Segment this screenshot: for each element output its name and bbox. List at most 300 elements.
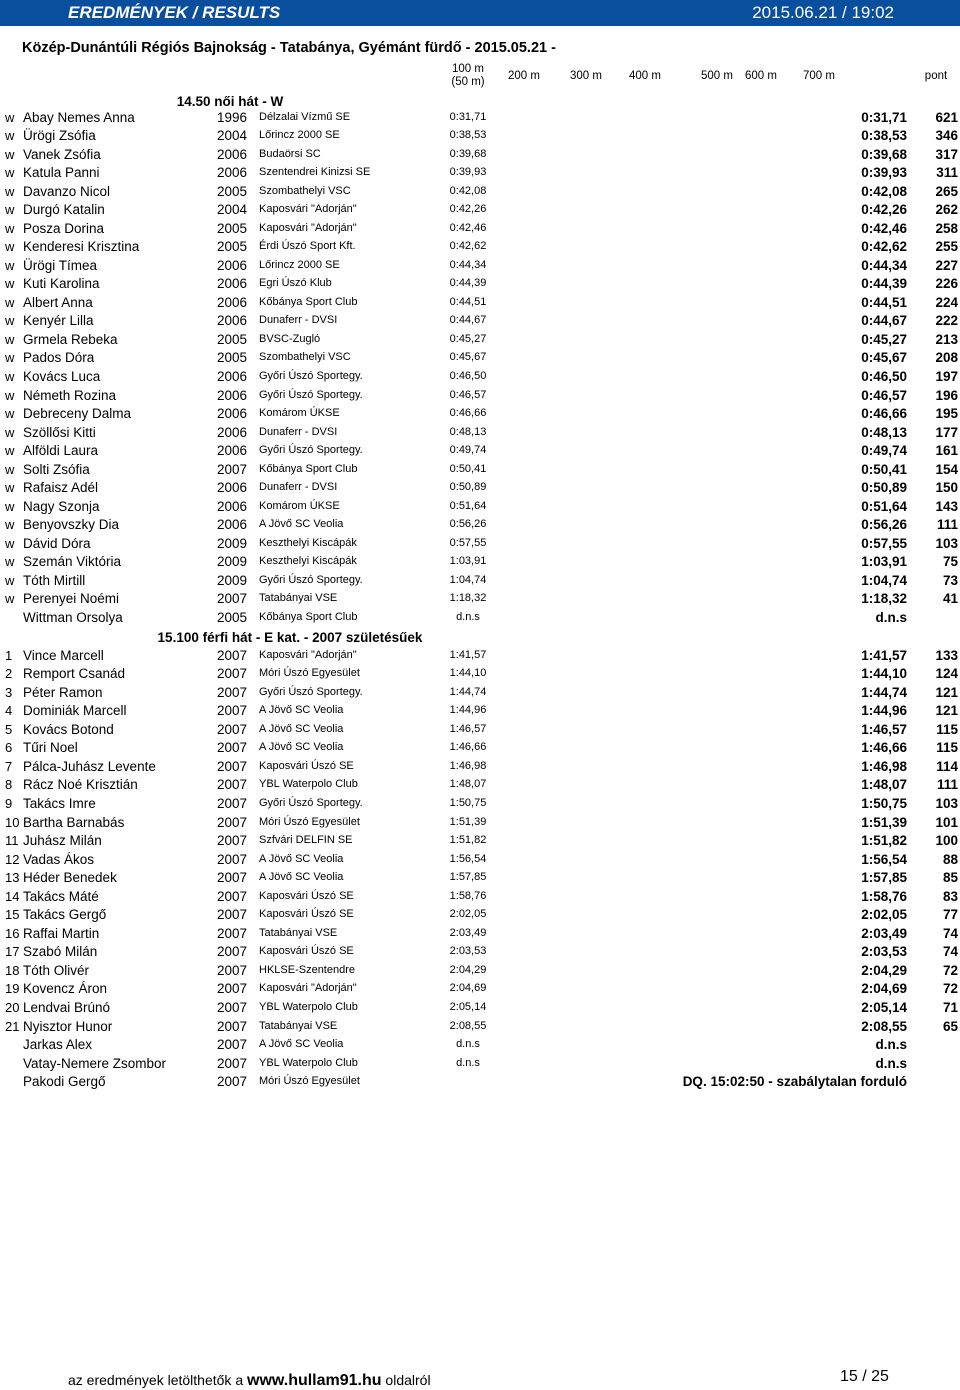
swimmer-name: Kenderesi Krisztina (23, 239, 140, 255)
split-100m: 0:42,08 (449, 184, 487, 197)
split-100m: 1:44,96 (449, 704, 487, 717)
points: 115 (936, 740, 958, 756)
club-name: A Jövő SC Veolia (259, 871, 344, 884)
table-row (0, 852, 960, 871)
birth-year: 2007 (217, 758, 248, 774)
split-100m: 0:42,26 (449, 203, 487, 216)
club-name: Keszthelyi Kiscápák (259, 555, 357, 568)
club-name: Győri Úszó Sportegy. (259, 573, 363, 586)
swimmer-name: Kuti Karolina (23, 276, 100, 292)
birth-year: 2007 (217, 1018, 248, 1034)
split-100m: 0:38,53 (449, 129, 487, 141)
result-rank: 16 (5, 925, 20, 941)
birth-year: 2007 (217, 795, 248, 811)
table-row (0, 981, 960, 1000)
points: 154 (935, 461, 958, 477)
birth-year: 2007 (217, 461, 248, 477)
table-row (0, 685, 960, 704)
result-rank: w (5, 313, 15, 329)
column-header-300m: 300 m (570, 70, 602, 82)
result-rank: 13 (5, 870, 20, 886)
table-row (0, 388, 960, 407)
split-100m: 1:18,32 (449, 592, 487, 605)
swimmer-name: Remport Csanád (23, 666, 126, 681)
points: 111 (936, 517, 958, 533)
club-name: Dunaferr - DVSI (259, 425, 338, 438)
split-100m: 0:39,68 (449, 147, 487, 160)
table-row (0, 443, 960, 462)
split-100m: 0:51,64 (449, 499, 487, 512)
swimmer-name: Vince Marcell (23, 647, 104, 663)
result-rank: 7 (5, 758, 13, 774)
club-name: BVSC-Zugló (259, 332, 321, 345)
points: 195 (935, 406, 958, 421)
table-row (0, 1056, 960, 1075)
birth-year: 2007 (217, 666, 248, 681)
final-time: d.n.s (875, 1037, 907, 1052)
swimmer-name: Davanzo Nicol (23, 183, 111, 199)
final-time: 1:57,85 (861, 870, 907, 886)
split-100m: 2:03,49 (449, 926, 487, 939)
split-100m: 1:58,76 (449, 889, 487, 902)
split-100m: 0:46,57 (449, 388, 487, 401)
points: 133 (935, 647, 958, 663)
swimmer-name: Dávid Dóra (23, 535, 91, 551)
swimmer-name: Kenyér Lilla (23, 313, 94, 329)
swimmer-name: Szöllősi Kitti (23, 424, 96, 440)
birth-year: 2006 (217, 276, 248, 292)
result-rank: 4 (5, 703, 13, 719)
result-rank: w (5, 461, 15, 477)
birth-year: 2006 (217, 257, 248, 273)
table-row (0, 369, 960, 388)
split-100m: 1:04,74 (449, 573, 487, 586)
points: 75 (942, 554, 958, 570)
birth-year: 2007 (217, 870, 248, 886)
table-row (0, 1000, 960, 1019)
swimmer-name: Durgó Katalin (23, 202, 105, 218)
column-header-50m-label: (50 m) (451, 76, 485, 88)
column-header-700m: 700 m (803, 70, 835, 82)
club-name: Győri Úszó Sportegy. (259, 685, 363, 698)
split-100m: 0:56,26 (449, 518, 487, 531)
birth-year: 2007 (217, 684, 248, 700)
final-time: 0:51,64 (861, 498, 907, 514)
split-100m: 0:45,27 (449, 332, 487, 345)
points: 65 (942, 1018, 958, 1034)
table-row (0, 536, 960, 555)
points: 208 (935, 350, 958, 366)
swimmer-name: Vatay-Nemere Zsombor (23, 1055, 167, 1071)
club-name: Komárom ÚKSE (259, 407, 340, 419)
split-100m: 0:44,51 (449, 295, 487, 308)
result-rank: w (5, 276, 15, 292)
birth-year: 2006 (217, 443, 248, 458)
swimmer-name: Nyisztor Hunor (23, 1018, 113, 1034)
swimmer-name: Tóth Mirtill (23, 572, 86, 588)
points: 73 (942, 572, 958, 588)
split-100m: 1:51,82 (449, 834, 487, 846)
report-datetime: 2015.06.21 / 19:02 (752, 3, 894, 22)
split-100m: d.n.s (456, 610, 480, 623)
table-row (0, 1037, 960, 1056)
club-name: Győri Úszó Sportegy. (259, 369, 363, 382)
final-time: d.n.s (875, 609, 907, 625)
points: 74 (942, 925, 958, 941)
result-rank: w (5, 368, 15, 384)
final-time: 0:44,34 (861, 257, 907, 273)
points: 196 (935, 387, 958, 403)
result-rank: w (5, 554, 15, 570)
points: 346 (935, 128, 958, 143)
column-header-200m: 200 m (508, 70, 540, 82)
club-name: YBL Waterpolo Club (259, 778, 358, 791)
swimmer-name: Takács Gergő (23, 907, 107, 923)
points: 103 (935, 795, 958, 811)
club-name: Kőbánya Sport Club (259, 295, 358, 308)
results-title: EREDMÉNYEK / RESULTS (68, 3, 281, 22)
birth-year: 2006 (217, 313, 248, 329)
final-time: 0:44,67 (861, 313, 907, 329)
table-row (0, 796, 960, 815)
birth-year: 2007 (217, 1055, 248, 1071)
birth-year: 2007 (217, 777, 248, 793)
birth-year: 2007 (217, 740, 248, 756)
points: 258 (935, 220, 958, 236)
result-rank: 12 (5, 851, 20, 867)
split-100m: 1:41,57 (449, 648, 487, 661)
split-100m: 0:31,71 (449, 110, 487, 123)
swimmer-name: Tóth Olivér (23, 962, 90, 978)
club-name: Móri Úszó Egyesület (259, 1075, 360, 1088)
result-rank: w (5, 146, 15, 162)
result-rank: w (5, 517, 15, 533)
final-time: 1:46,98 (861, 758, 907, 774)
column-header-400m: 400 m (629, 70, 661, 82)
result-rank: 2 (5, 666, 13, 681)
birth-year: 2007 (217, 703, 248, 719)
birth-year: 2007 (217, 591, 248, 607)
swimmer-name: Wittman Orsolya (23, 609, 123, 625)
final-time: 2:05,14 (861, 1000, 907, 1015)
split-100m: 0:57,55 (449, 536, 487, 549)
final-time: 2:03,49 (861, 925, 907, 941)
result-rank: w (5, 331, 15, 347)
birth-year: 2009 (217, 554, 248, 570)
final-time: 1:56,54 (861, 851, 907, 867)
points: 88 (942, 851, 958, 867)
points: 227 (935, 257, 958, 273)
club-name: Móri Úszó Egyesület (259, 815, 360, 828)
club-name: Kaposvári Úszó SE (259, 908, 354, 921)
birth-year: 2005 (217, 220, 248, 236)
swimmer-name: Héder Benedek (23, 870, 117, 886)
split-100m: 1:44,74 (449, 685, 487, 698)
split-100m: 0:45,67 (449, 351, 487, 364)
split-100m: 0:42,62 (449, 240, 487, 253)
table-row (0, 907, 960, 926)
footer-site-link[interactable]: www.hullam91.hu (247, 1372, 382, 1389)
split-100m: 0:44,39 (449, 277, 487, 290)
final-time: 0:44,51 (861, 294, 907, 310)
birth-year: 2005 (217, 350, 248, 366)
swimmer-name: Kovencz Áron (23, 981, 108, 997)
final-time: 1:41,57 (861, 647, 907, 663)
swimmer-name: Juhász Milán (23, 833, 102, 848)
table-row (0, 889, 960, 908)
birth-year: 2007 (217, 1037, 248, 1052)
table-row (0, 517, 960, 536)
points: 621 (935, 109, 958, 125)
table-row (0, 722, 960, 741)
club-name: Keszthelyi Kiscápák (259, 536, 357, 549)
final-time: 0:45,67 (861, 350, 907, 366)
table-row (0, 591, 960, 610)
swimmer-name: Takács Imre (23, 795, 96, 811)
final-time: 0:39,93 (861, 165, 907, 181)
table-row (0, 610, 960, 629)
final-time: 0:56,26 (861, 517, 907, 533)
club-name: A Jövő SC Veolia (259, 518, 344, 531)
footer-text-after: oldalról (381, 1372, 431, 1388)
final-time: 0:50,89 (861, 480, 907, 496)
points: 121 (935, 703, 958, 719)
split-100m: 0:48,13 (449, 425, 487, 438)
swimmer-name: Pados Dóra (23, 350, 95, 366)
club-name: Szfvári DELFIN SE (259, 834, 353, 846)
points: 111 (936, 777, 958, 793)
final-time: 2:04,29 (861, 962, 907, 978)
swimmer-name: Vanek Zsófia (23, 146, 101, 162)
points: 224 (935, 294, 958, 310)
result-rank: 8 (5, 777, 13, 793)
birth-year: 1996 (217, 109, 248, 125)
club-name: Dunaferr - DVSI (259, 481, 338, 494)
points: 222 (935, 313, 958, 329)
swimmer-name: Bartha Barnabás (23, 814, 125, 830)
table-row (0, 128, 960, 147)
final-time: 1:58,76 (861, 888, 907, 904)
club-name: A Jövő SC Veolia (259, 1038, 344, 1050)
club-name: Érdi Úszó Sport Kft. (259, 240, 356, 253)
club-name: Szombathelyi VSC (259, 184, 351, 197)
table-row (0, 258, 960, 277)
column-header-100m (440, 63, 496, 89)
swimmer-name: Kovács Luca (23, 368, 101, 384)
table-row (0, 499, 960, 518)
split-100m: 1:03,91 (449, 555, 487, 568)
result-rank: w (5, 202, 15, 218)
split-100m: 1:51,39 (449, 815, 487, 828)
page-number: 15 / 25 (840, 1368, 889, 1385)
club-name: Tatabányai VSE (259, 592, 338, 605)
final-time: 0:38,53 (861, 128, 907, 143)
swimmer-name: Pálca-Juhász Levente (23, 758, 156, 774)
club-name: Győri Úszó Sportegy. (259, 444, 363, 456)
birth-year: 2007 (217, 647, 248, 663)
swimmer-name: Jarkas Alex (23, 1037, 93, 1052)
final-time: 1:03,91 (861, 554, 907, 570)
result-rank: w (5, 443, 15, 458)
swimmer-name: Rafaisz Adél (23, 480, 99, 496)
split-100m: 1:46,66 (449, 741, 487, 754)
points: 41 (942, 591, 958, 607)
points: 71 (942, 1000, 958, 1015)
birth-year: 2006 (217, 480, 248, 496)
table-row (0, 332, 960, 351)
results-banner (0, 0, 960, 26)
birth-year: 2005 (217, 239, 248, 255)
club-name: A Jövő SC Veolia (259, 704, 344, 717)
swimmer-name: Albert Anna (23, 294, 93, 310)
column-header-600m: 600 m (745, 70, 777, 82)
final-time: 0:31,71 (861, 109, 907, 125)
result-rank: 11 (5, 833, 19, 848)
birth-year: 2005 (217, 609, 248, 625)
swimmer-name: Dominiák Marcell (23, 703, 127, 719)
result-rank: 10 (5, 814, 20, 830)
final-time: 1:51,82 (861, 833, 907, 848)
club-name: Egri Úszó Klub (259, 277, 332, 290)
split-100m: 0:49,74 (449, 444, 487, 456)
birth-year: 2006 (217, 498, 248, 514)
final-time: 0:49,74 (861, 443, 907, 458)
points: 177 (935, 424, 958, 440)
final-time: 0:44,39 (861, 276, 907, 292)
points: 85 (942, 870, 958, 886)
table-row (0, 276, 960, 295)
points: 317 (935, 146, 958, 162)
table-row (0, 202, 960, 221)
birth-year: 2007 (217, 851, 248, 867)
swimmer-name: Vadas Ákos (23, 851, 95, 867)
table-row (0, 759, 960, 778)
club-name: Lőrincz 2000 SE (259, 258, 340, 271)
birth-year: 2005 (217, 331, 248, 347)
points: 101 (935, 814, 958, 830)
points: 115 (936, 721, 958, 737)
swimmer-name: Perenyei Noémi (23, 591, 120, 607)
split-100m: 0:46,50 (449, 369, 487, 382)
swimmer-name: Lendvai Brúnó (23, 1000, 111, 1015)
table-row (0, 184, 960, 203)
footer-note (68, 1372, 431, 1390)
points: 197 (935, 368, 958, 384)
final-time: 0:46,50 (861, 368, 907, 384)
result-rank: 21 (5, 1018, 20, 1034)
club-name: Délzalai Vízmű SE (259, 110, 351, 123)
result-rank: w (5, 406, 15, 421)
split-100m: 2:04,29 (449, 963, 487, 976)
birth-year: 2006 (217, 387, 248, 403)
swimmer-name: Ürögi Tímea (23, 257, 98, 273)
result-rank: w (5, 128, 15, 143)
final-time: 0:42,46 (861, 220, 907, 236)
split-100m: 2:05,14 (449, 1001, 487, 1013)
final-time: DQ. 15:02:50 - szabálytalan forduló (682, 1074, 907, 1090)
points: 265 (935, 183, 958, 199)
swimmer-name: Katula Panni (23, 165, 100, 181)
table-row (0, 1019, 960, 1038)
final-time: 0:42,26 (861, 202, 907, 218)
table-row (0, 944, 960, 963)
table-row (0, 648, 960, 667)
swimmer-name: Abay Nemes Anna (23, 109, 135, 125)
club-name: Kaposvári Úszó SE (259, 889, 354, 902)
split-100m: 2:02,05 (449, 908, 487, 921)
swimmer-name: Grmela Rebeka (23, 331, 118, 347)
table-row (0, 554, 960, 573)
swimmer-name: Szemán Viktória (23, 554, 122, 570)
table-row (0, 462, 960, 481)
club-name: A Jövő SC Veolia (259, 741, 344, 754)
club-name: Kaposvári "Adorján" (259, 203, 357, 216)
birth-year: 2006 (217, 368, 248, 384)
birth-year: 2006 (217, 517, 248, 533)
final-time: 1:44,10 (861, 666, 907, 681)
result-rank: w (5, 183, 15, 199)
swimmer-name: Ürögi Zsófia (23, 128, 96, 143)
table-row (0, 480, 960, 499)
birth-year: 2009 (217, 535, 248, 551)
birth-year: 2007 (217, 925, 248, 941)
final-time: 2:04,69 (861, 981, 907, 997)
points: 150 (935, 480, 958, 496)
split-100m: 2:03,53 (449, 945, 487, 958)
birth-year: 2006 (217, 406, 248, 421)
club-name: Tatabányai VSE (259, 1019, 338, 1032)
points: 100 (935, 833, 958, 848)
birth-year: 2006 (217, 146, 248, 162)
split-100m: d.n.s (456, 1056, 480, 1069)
table-row (0, 406, 960, 425)
result-rank: 1 (5, 647, 13, 663)
result-rank: 5 (5, 721, 13, 737)
final-time: 1:46,57 (861, 721, 907, 737)
result-rank: w (5, 498, 15, 514)
points: 72 (942, 962, 958, 978)
birth-year: 2006 (217, 165, 248, 181)
birth-year: 2004 (217, 128, 248, 143)
final-time: 1:18,32 (861, 591, 907, 607)
table-row (0, 425, 960, 444)
swimmer-name: Solti Zsófia (23, 461, 90, 477)
table-row (0, 740, 960, 759)
result-rank: w (5, 165, 15, 181)
club-name: Móri Úszó Egyesület (259, 667, 360, 679)
club-name: HKLSE-Szentendre (259, 963, 355, 976)
split-100m: 2:04,69 (449, 982, 487, 995)
final-time: 0:46,57 (861, 387, 907, 403)
result-rank: 15 (5, 907, 20, 923)
event-title: 14.50 női hát - W (176, 94, 284, 109)
final-time: 0:39,68 (861, 146, 907, 162)
final-time: 0:50,41 (861, 461, 907, 477)
birth-year: 2004 (217, 202, 248, 218)
column-header-points: pont (924, 70, 948, 82)
table-row (0, 666, 960, 685)
swimmer-name: Kovács Botond (23, 721, 114, 737)
points: 77 (942, 907, 958, 923)
result-rank: 17 (5, 944, 20, 960)
result-rank: w (5, 109, 15, 125)
club-name: Győri Úszó Sportegy. (259, 388, 363, 401)
points: 124 (935, 666, 958, 681)
birth-year: 2006 (217, 294, 248, 310)
swimmer-name: Rácz Noé Krisztián (23, 777, 138, 793)
split-100m: 0:39,93 (449, 166, 487, 179)
final-time: 1:44,74 (861, 684, 907, 700)
